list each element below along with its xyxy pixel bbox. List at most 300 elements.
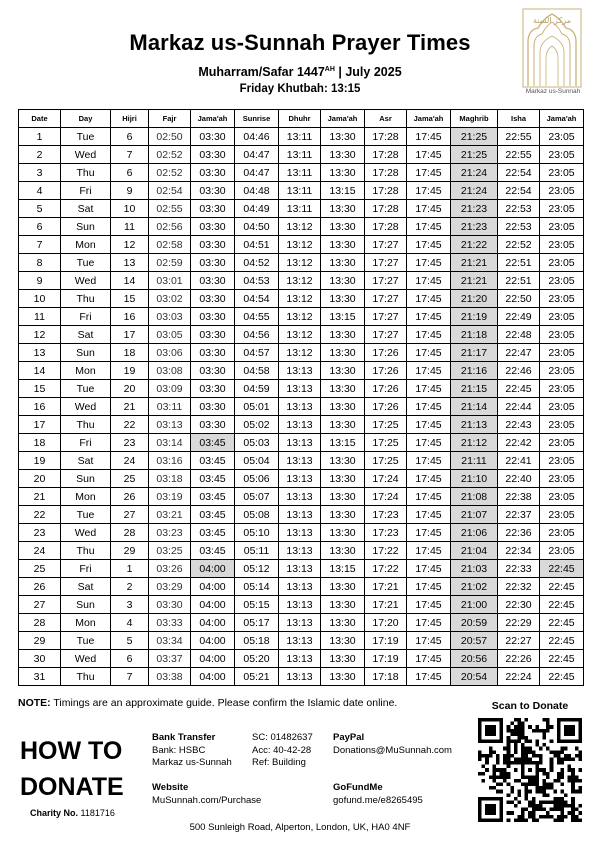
table-cell: 21 [19,488,61,506]
table-cell: 23:05 [540,218,584,236]
table-cell: Thu [61,164,111,182]
table-cell: 04:51 [235,236,279,254]
table-cell: 17:45 [407,578,451,596]
table-cell: 22:47 [498,344,540,362]
table-cell: Mon [61,614,111,632]
charity-number [30,808,115,818]
table-row [19,344,584,362]
table-cell: 02:59 [149,254,191,272]
table-cell: 5 [19,200,61,218]
table-cell: 21:25 [451,146,498,164]
table-cell: 13:30 [321,326,365,344]
table-cell: 8 [19,254,61,272]
table-cell: 03:08 [149,362,191,380]
table-cell: 30 [19,650,61,668]
prayer-times-table [18,109,584,686]
table-cell: 21:18 [451,326,498,344]
table-cell: 17:18 [365,668,407,686]
table-cell: 22:45 [540,668,584,686]
table-cell: 05:04 [235,452,279,470]
table-cell: Sat [61,326,111,344]
table-cell: 13:12 [279,290,321,308]
table-cell: 17:45 [407,236,451,254]
website-link[interactable]: MuSunnah.com/Purchase [152,794,262,806]
table-cell: 23:05 [540,488,584,506]
donate-qr-code-icon[interactable] [478,718,582,822]
table-cell: 23 [111,434,149,452]
table-cell: 21:24 [451,182,498,200]
table-cell: 03:25 [149,542,191,560]
table-cell: 03:05 [149,326,191,344]
table-cell: 13:12 [279,326,321,344]
table-cell: 20:56 [451,650,498,668]
table-cell: 03:03 [149,308,191,326]
table-cell: 25 [19,560,61,578]
table-cell: 03:37 [149,650,191,668]
table-cell: 22:45 [540,632,584,650]
table-cell: 03:09 [149,380,191,398]
table-row [19,272,584,290]
table-cell: 27 [19,596,61,614]
table-cell: 13:30 [321,128,365,146]
table-cell: 17:45 [407,470,451,488]
table-row [19,290,584,308]
table-cell: 21:15 [451,380,498,398]
table-cell: 17:45 [407,362,451,380]
table-cell: 13:12 [279,236,321,254]
table-cell: 21:21 [451,254,498,272]
table-cell: 13:13 [279,398,321,416]
table-cell: 22:44 [498,398,540,416]
table-cell: 22:45 [540,614,584,632]
table-cell: 21:10 [451,470,498,488]
table-cell: 22:45 [498,380,540,398]
table-row [19,596,584,614]
table-cell: 22:46 [498,362,540,380]
table-cell: 04:54 [235,290,279,308]
table-cell: 21:21 [451,272,498,290]
table-cell: 13:30 [321,236,365,254]
table-cell: 13:13 [279,470,321,488]
table-cell: 17:21 [365,578,407,596]
table-cell: 21:14 [451,398,498,416]
table-cell: 03:13 [149,416,191,434]
table-cell: 13:30 [321,398,365,416]
address-footer: 500 Sunleigh Road, Alperton, London, UK, HA0 4NF [189,822,411,833]
table-cell: 10 [111,200,149,218]
table-cell: 13:15 [321,560,365,578]
table-cell: 05:12 [235,560,279,578]
table-cell: 23:05 [540,272,584,290]
table-cell: 03:23 [149,524,191,542]
table-row [19,632,584,650]
table-row [19,164,584,182]
table-cell: 05:10 [235,524,279,542]
table-cell: 21:23 [451,200,498,218]
table-cell: 1 [111,560,149,578]
column-header: Hijri [111,110,149,128]
table-cell: 22:50 [498,290,540,308]
table-cell: 13:13 [279,542,321,560]
table-cell: 23:05 [540,416,584,434]
table-cell: 03:30 [191,398,235,416]
page-subtitle [0,62,600,80]
table-cell: Mon [61,488,111,506]
table-cell: 03:33 [149,614,191,632]
table-cell: 02:58 [149,236,191,254]
table-cell: 05:08 [235,506,279,524]
table-cell: 17:45 [407,560,451,578]
table-cell: 17:25 [365,452,407,470]
table-cell: Thu [61,290,111,308]
how-to-donate-heading [20,733,124,805]
table-cell: 22 [111,416,149,434]
column-header: Dhuhr [279,110,321,128]
table-cell: Wed [61,398,111,416]
table-cell: 17:25 [365,416,407,434]
table-cell: 17:22 [365,560,407,578]
table-cell: 23:05 [540,146,584,164]
table-cell: 17:28 [365,182,407,200]
paypal-heading: PayPal [333,732,365,743]
table-row [19,326,584,344]
table-cell: 21:07 [451,506,498,524]
table-cell: 17:26 [365,398,407,416]
table-cell: 03:34 [149,632,191,650]
table-cell: 13:15 [321,434,365,452]
table-cell: 16 [19,398,61,416]
website-heading: Website [152,782,189,793]
table-cell: 17:28 [365,128,407,146]
table-cell: 21:17 [451,344,498,362]
table-row [19,236,584,254]
table-cell: 28 [19,614,61,632]
table-cell: 21:19 [451,308,498,326]
table-cell: 19 [19,452,61,470]
table-cell: 05:03 [235,434,279,452]
table-cell: 6 [111,164,149,182]
page-header [0,30,600,96]
table-cell: 05:06 [235,470,279,488]
gofundme-link[interactable]: gofund.me/e8265495 [333,794,423,806]
table-cell: 22:42 [498,434,540,452]
table-cell: 04:00 [191,578,235,596]
column-header: Isha [498,110,540,128]
table-cell: 13:30 [321,416,365,434]
table-cell: 7 [19,236,61,254]
table-row [19,470,584,488]
table-row [19,488,584,506]
table-cell: 22:52 [498,236,540,254]
khutbah-time: Friday Khutbah: 13:15 [239,83,361,95]
table-cell: Tue [61,632,111,650]
table-cell: 23:05 [540,470,584,488]
table-cell: 21:08 [451,488,498,506]
table-cell: 4 [19,182,61,200]
table-cell: 23:05 [540,380,584,398]
table-cell: 03:01 [149,272,191,290]
table-cell: 17:23 [365,524,407,542]
table-cell: 15 [19,380,61,398]
table-row [19,524,584,542]
table-cell: 03:30 [191,164,235,182]
table-cell: 13:30 [321,614,365,632]
table-cell: 22:33 [498,560,540,578]
table-cell: 13:30 [321,668,365,686]
table-cell: 04:48 [235,182,279,200]
bank-transfer-block [152,732,232,770]
table-cell: 04:52 [235,254,279,272]
table-cell: 17:45 [407,218,451,236]
table-cell: 14 [19,362,61,380]
table-cell: 17:27 [365,254,407,272]
note-label: NOTE: [18,697,51,709]
table-cell: 3 [111,596,149,614]
table-cell: 24 [111,452,149,470]
table-cell: 17:27 [365,290,407,308]
column-header: Day [61,110,111,128]
table-cell: 19 [111,362,149,380]
markaz-logo [522,8,582,100]
table-cell: 03:30 [191,146,235,164]
table-cell: 04:00 [191,560,235,578]
note-text: Timings are an approximate guide. Please confirm the Islamic date online. [50,697,398,709]
table-cell: 22:37 [498,506,540,524]
table-cell: 21:11 [451,452,498,470]
bank-account-name: Markaz us-Sunnah [152,757,232,768]
table-cell: 17:45 [407,632,451,650]
table-cell: 21:20 [451,290,498,308]
table-cell: Sun [61,596,111,614]
table-cell: 22:40 [498,470,540,488]
table-cell: 17:19 [365,632,407,650]
table-row [19,362,584,380]
table-cell: 13:11 [279,164,321,182]
table-cell: 13:13 [279,668,321,686]
table-cell: 04:50 [235,218,279,236]
bank-transfer-heading: Bank Transfer [152,732,216,743]
table-cell: 17:45 [407,614,451,632]
table-cell: Fri [61,434,111,452]
table-cell: 21 [111,398,149,416]
table-cell: 03:18 [149,470,191,488]
table-cell: 21:16 [451,362,498,380]
table-cell: 13:13 [279,488,321,506]
table-cell: 17:45 [407,290,451,308]
table-cell: 6 [19,218,61,236]
table-cell: 23:05 [540,254,584,272]
table-cell: 02:54 [149,182,191,200]
table-cell: 22:24 [498,668,540,686]
table-cell: 03:45 [191,488,235,506]
table-cell: 05:18 [235,632,279,650]
table-cell: 03:19 [149,488,191,506]
table-cell: Wed [61,650,111,668]
table-cell: 11 [19,308,61,326]
table-cell: 22:26 [498,650,540,668]
table-cell: Sun [61,344,111,362]
table-cell: 13:30 [321,362,365,380]
table-cell: 17:28 [365,164,407,182]
table-cell: 04:59 [235,380,279,398]
table-cell: 03:30 [191,326,235,344]
table-cell: 13:30 [321,146,365,164]
table-cell: Fri [61,308,111,326]
table-cell: 17:26 [365,380,407,398]
column-header: Jama'ah [321,110,365,128]
table-cell: 02:52 [149,164,191,182]
table-cell: 23 [19,524,61,542]
table-cell: 13:13 [279,650,321,668]
table-cell: 13:30 [321,200,365,218]
bank-details-block [252,732,313,770]
table-cell: 2 [111,578,149,596]
table-cell: 03:30 [191,182,235,200]
table-cell: 03:30 [191,218,235,236]
table-cell: 7 [111,146,149,164]
table-cell: 17:45 [407,488,451,506]
table-cell: 18 [111,344,149,362]
table-cell: 13:30 [321,596,365,614]
website-block [152,782,261,807]
table-cell: 17:45 [407,434,451,452]
table-cell: 29 [111,542,149,560]
table-cell: 13:13 [279,362,321,380]
table-cell: 22:41 [498,452,540,470]
table-cell: 03:45 [191,434,235,452]
table-cell: 04:57 [235,344,279,362]
table-cell: 02:52 [149,146,191,164]
table-cell: 17:45 [407,398,451,416]
table-cell: 23:05 [540,182,584,200]
table-cell: 04:00 [191,650,235,668]
table-row [19,434,584,452]
table-cell: 20:59 [451,614,498,632]
table-cell: 29 [19,632,61,650]
table-cell: Thu [61,542,111,560]
table-cell: 13:30 [321,254,365,272]
table-cell: 13:30 [321,380,365,398]
table-cell: 12 [19,326,61,344]
subtitle-gregorian: | July 2025 [334,65,402,79]
table-cell: Wed [61,272,111,290]
table-cell: 23:05 [540,362,584,380]
table-cell: 17:45 [407,344,451,362]
table-cell: 13:12 [279,272,321,290]
table-cell: 05:01 [235,398,279,416]
charity-value: 1181716 [78,808,115,818]
table-cell: 04:47 [235,146,279,164]
table-cell: 17:45 [407,380,451,398]
table-cell: 17:28 [365,218,407,236]
table-cell: 03:38 [149,668,191,686]
table-cell: 10 [19,290,61,308]
table-cell: 23:05 [540,506,584,524]
table-cell: 17:26 [365,362,407,380]
table-cell: 23:05 [540,236,584,254]
table-cell: 14 [111,272,149,290]
table-row [19,200,584,218]
table-cell: 17:26 [365,344,407,362]
table-cell: 20 [111,380,149,398]
table-cell: 17:45 [407,452,451,470]
table-cell: 21:12 [451,434,498,452]
table-cell: Tue [61,380,111,398]
table-row [19,578,584,596]
table-cell: 04:00 [191,668,235,686]
table-cell: 23:05 [540,542,584,560]
table-cell: 22:34 [498,542,540,560]
table-cell: 04:56 [235,326,279,344]
table-cell: 9 [19,272,61,290]
table-cell: 17:24 [365,488,407,506]
table-cell: 02:55 [149,200,191,218]
table-row [19,668,584,686]
paypal-email[interactable]: Donations@MuSunnah.com [333,744,452,756]
table-cell: 17:45 [407,416,451,434]
table-cell: 21:23 [451,218,498,236]
table-cell: Sun [61,218,111,236]
table-cell: 22:55 [498,146,540,164]
table-cell: 17:25 [365,434,407,452]
table-row [19,560,584,578]
table-cell: 13:30 [321,272,365,290]
bank-account-number: Acc: 40-42-28 [252,744,312,756]
table-cell: 03:30 [191,362,235,380]
table-cell: 13:12 [279,218,321,236]
table-cell: 17 [111,326,149,344]
table-cell: 17:22 [365,542,407,560]
table-cell: 4 [111,614,149,632]
table-cell: 17:45 [407,596,451,614]
table-cell: 13:13 [279,506,321,524]
table-cell: 17:23 [365,506,407,524]
table-cell: 13:30 [321,506,365,524]
table-cell: 23:05 [540,326,584,344]
table-cell: 13:13 [279,452,321,470]
table-cell: 03:30 [191,272,235,290]
bank-reference: Ref: Building [252,757,306,768]
table-cell: 17:45 [407,506,451,524]
table-header-row [19,110,584,128]
bank-sort-code: SC: 01482637 [252,732,313,743]
table-cell: 05:14 [235,578,279,596]
table-cell: Wed [61,524,111,542]
table-cell: 04:00 [191,614,235,632]
table-cell: 23:05 [540,452,584,470]
table-cell: 03:30 [149,596,191,614]
table-cell: 23:05 [540,164,584,182]
table-cell: 1 [19,128,61,146]
table-cell: 21:25 [451,128,498,146]
table-cell: 17:45 [407,524,451,542]
table-cell: 20:54 [451,668,498,686]
table-cell: 23:05 [540,200,584,218]
table-cell: 22:54 [498,164,540,182]
table-cell: 17:45 [407,128,451,146]
table-cell: 17:27 [365,326,407,344]
table-cell: 22:45 [540,596,584,614]
table-row [19,146,584,164]
table-cell: 22:45 [540,578,584,596]
paypal-block [333,732,452,757]
table-cell: 22:45 [540,560,584,578]
page-title: Markaz us-Sunnah Prayer Times [129,30,471,55]
table-cell: 04:58 [235,362,279,380]
table-cell: 13:13 [279,416,321,434]
table-cell: 22:53 [498,200,540,218]
table-row [19,506,584,524]
